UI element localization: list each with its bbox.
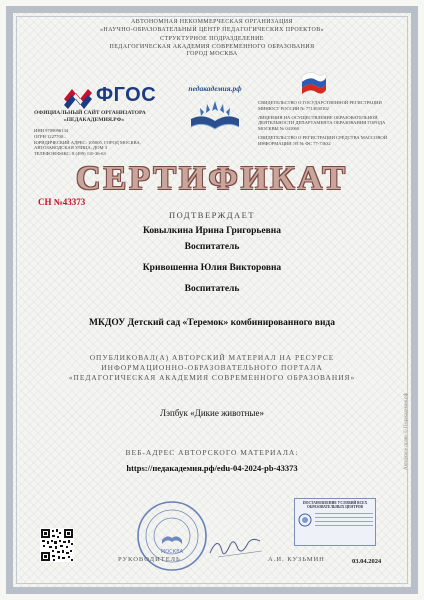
fgos-caption [34, 110, 194, 124]
author-1-role: Воспитатель [184, 242, 240, 252]
org-line: ПЕДАГОГИЧЕСКАЯ АКАДЕМИЯ СОВРЕМЕННОГО ОБРАЗОВАНИЯ [109, 43, 315, 50]
author-2-name: Кривошенна Юлия Викторовна [142, 263, 282, 273]
material-title: Лэпбук «Дикие животные» [160, 408, 264, 418]
detail-line: АВТОЗАВОДСКАЯ УЛИЦА, ДОМ 3 [34, 145, 108, 151]
russian-flag-icon [300, 70, 328, 94]
org-line: АВТОНОМНАЯ НЕКОММЕРЧЕСКАЯ ОРГАНИЗАЦИЯ [131, 19, 293, 25]
registration-line: СВИДЕТЕЛЬСТВО О РЕГИСТРАЦИИ СРЕДСТВА МАССОВОЙ ИНФОРМАЦИИ ЭЛ № ФС 77-73632 [258, 134, 388, 146]
org-line: ГОРОД МОСКВА [186, 51, 238, 58]
material-url[interactable]: https://педакадемия.рф/edu-04-2024-pb-43373 [126, 463, 298, 473]
org-line: «НАУЧНО-ОБРАЗОВАТЕЛЬНЫЙ ЦЕНТР ПЕДАГОГИЧЕСКИХ ПРОЕКТОВ» [99, 26, 325, 33]
pedakademia-logo [178, 84, 252, 144]
left-details [34, 128, 184, 157]
fgos-caption-line: ОФИЦИАЛЬНЫЙ САЙТ ОРГАНИЗАТОРА [34, 110, 146, 116]
published-line: «ПЕДАГОГИЧЕСКАЯ АКАДЕМИЯ СОВРЕМЕННОГО ОБРАЗОВАНИЯ» [68, 373, 356, 382]
mini-certificate [294, 498, 376, 546]
published-statement [40, 353, 384, 383]
mini-certificate-emblem-icon [298, 513, 312, 527]
detail-line: ТЕЛЕФОН/ФАКС: 8 (499) 110-36-63 [34, 151, 106, 157]
organization-header [20, 19, 404, 59]
open-book-icon [185, 95, 245, 135]
org-line: СТРУКТУРНОЕ ПОДРАЗДЕЛЕНИЕ [160, 36, 264, 43]
director-label: РУКОВОДИТЕЛЬ [118, 556, 181, 563]
stamp-city-label: МОСКВА [160, 549, 184, 555]
fgos-caption-line: «ПЕДАКАДЕМИЯ.РФ» [63, 117, 125, 123]
detail-line: ОГРН 1227700... [34, 133, 67, 139]
mini-certificate-lines [315, 513, 373, 526]
issue-date: 03.04.2024 [352, 558, 382, 565]
director-name: А.И. КУЗЬМИН [268, 556, 325, 563]
author-2-role: Воспитатель [184, 284, 240, 294]
signature-mark [200, 525, 270, 565]
certificate-title: СЕРТИФИКАТ [75, 160, 349, 197]
detail-line: ИНН 9709096134 [34, 128, 69, 133]
author-1-name: Ковылкина Ирина Григорьевна [142, 226, 281, 236]
institution-name: МКДОУ Детский сад «Теремок» комбинированного вида [89, 318, 335, 328]
fgos-wordmark: ФГОС [96, 84, 157, 106]
certificate-number: СН №43373 [38, 197, 86, 207]
mini-certificate-title: ПОСТАНОВЛЕНИЕ УСЛОВИЙ ВСЕХ ОБРАЗОВАТЕЛЬНЫХ ЦЕНТРОВ [302, 501, 368, 510]
qr-code-icon [40, 528, 74, 562]
registration-line: ЛИЦЕНЗИЯ НА ОСУЩЕСТВЛЕНИЕ ОБРАЗОВАТЕЛЬНОЙ ДЕЯТЕЛЬНОСТИ ДЕПАРТАМЕНТА ОБРАЗОВАНИЯ ГОРОДА МОСКВЫ № 041060 [258, 114, 386, 132]
registration-details [258, 100, 398, 150]
fgos-emblem-icon [62, 85, 94, 109]
copyright-side-text: Авторское право © Педакадемия.рф [404, 393, 409, 470]
published-line: ИНФОРМАЦИОННО-ОБРАЗОВАТЕЛЬНОГО ПОРТАЛА [101, 363, 323, 372]
site-name: педакадемия.рф [188, 84, 242, 93]
confirms-label: ПОДТВЕРЖДАЕТ [168, 210, 256, 220]
detail-line: ЮРИДИЧЕСКИЙ АДРЕС: 105005, ГОРОД МОСКВА, [34, 139, 141, 145]
published-line: ОПУБЛИКОВАЛ(А) АВТОРСКИЙ МАТЕРИАЛ НА РЕСУРСЕ [89, 353, 335, 362]
web-address-label: ВЕБ-АДРЕС АВТОРСКОГО МАТЕРИАЛА: [125, 448, 299, 457]
fgos-logo [62, 84, 162, 110]
registration-line: СВИДЕТЕЛЬСТВО О ГОСУДАРСТВЕННОЙ РЕГИСТРАЦИИ МИНЮСТ РОССИИ № 7714030102 [258, 100, 382, 111]
